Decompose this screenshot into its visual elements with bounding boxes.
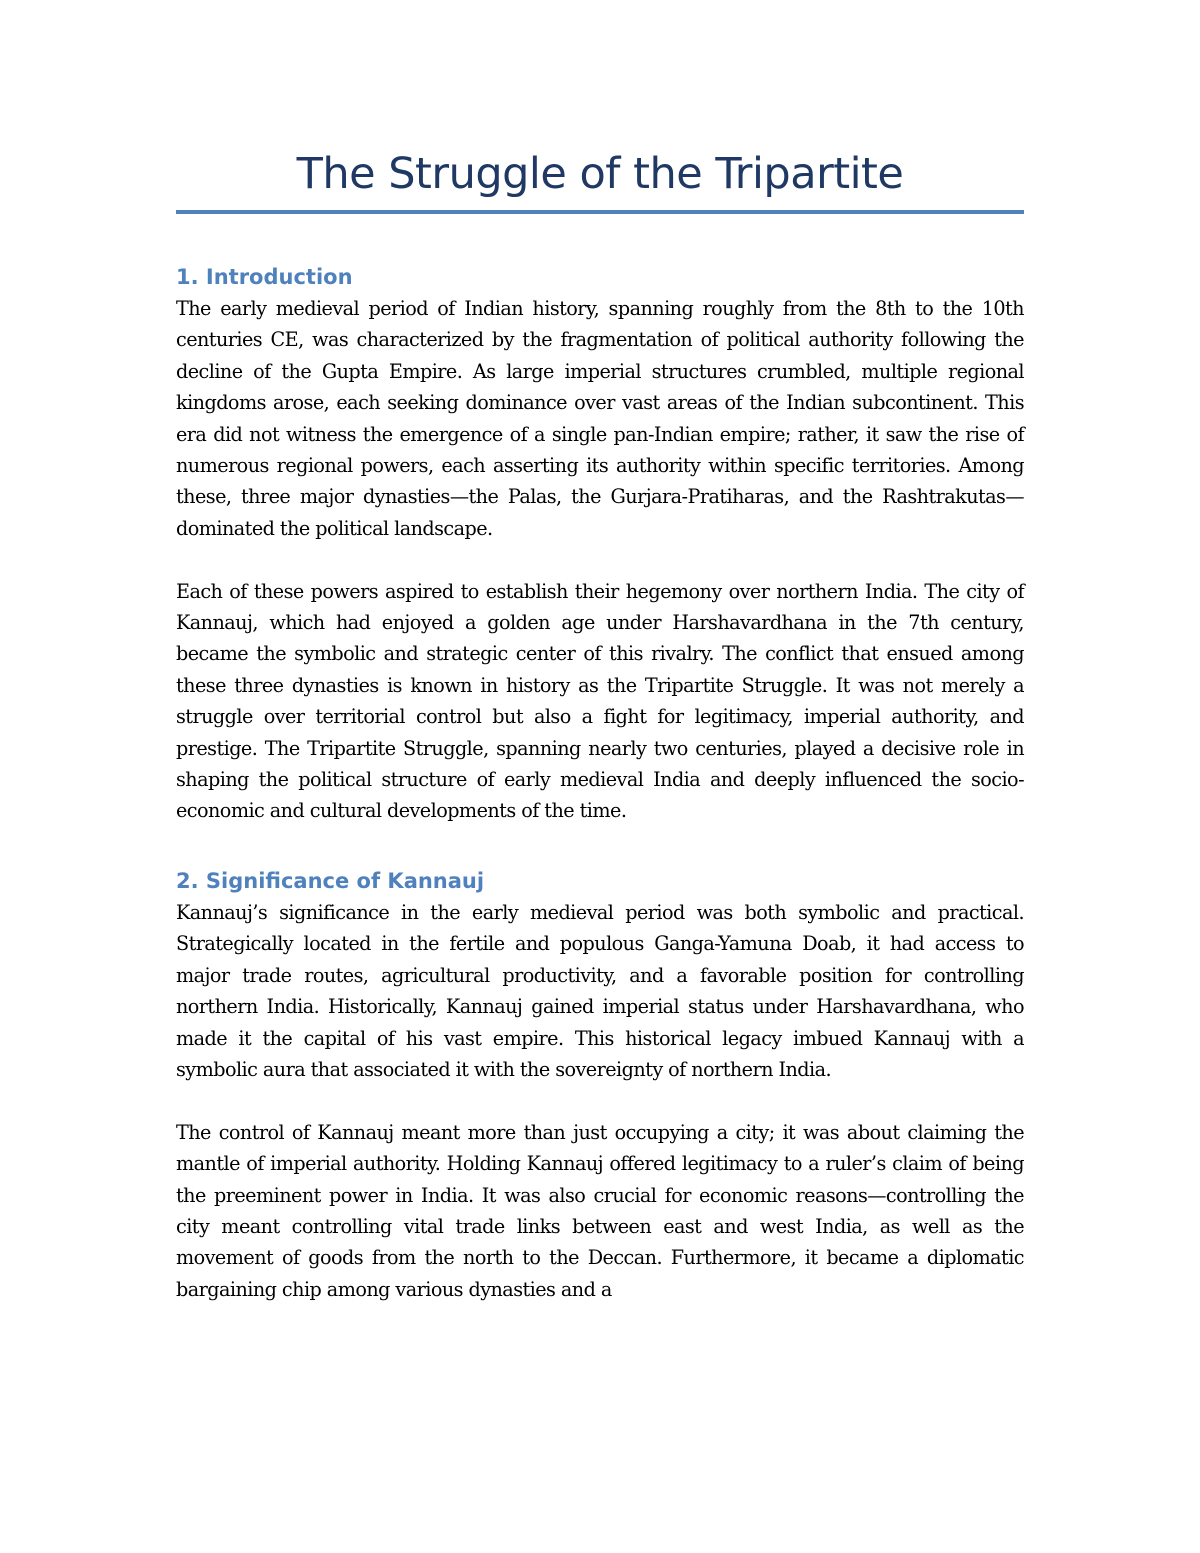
paragraph: The early medieval period of Indian history, spanning roughly from the 8th to the 10th centuries CE, was characterized by the fragmentation of political authority following the decline of the Gupta Empire. As large imperial structures crumbled, multiple regional kingdoms arose, each seeking dominance over vast areas of the Indian subcontinent. This era did not witness the emergence of a single pan-Indian empire; rather, it saw the rise of numerous regional powers, each asserting its authority within specific territories. Among these, three major dynasties—the Palas, the Gurjara-Pratiharas, and the Rashtrakutas—dominated the political landscape. — [176, 297, 1024, 540]
paragraph: Kannauj’s significance in the early medieval period was both symbolic and practical. Strategically located in the fertile and populous Ganga-Yamuna Doab, it had access to major trade routes, agricultural productivity, and a favorable position for controlling northern India. Historically, Kannauj gained imperial status under Harshavardhana, who made it the capital of his vast empire. This historical legacy imbued Kannauj with a symbolic aura that associated it with the sovereignty of northern India. — [176, 900, 1024, 1081]
title-underline — [176, 210, 1024, 214]
paragraph: Each of these powers aspired to establish their hegemony over northern India. The city of Kannauj, which had enjoyed a golden age under Harshavardhana in the 7th century, became the symbolic and strategic center of this rivalry. The conflict that ensued among these three dynasties is known in history as the Tripartite Struggle. It was not merely a struggle over territorial control but also a fight for legitimacy, imperial authority, and prestige. The Tripartite Struggle, spanning nearly two centuries, played a decisive role in shaping the political structure of early medieval India and deeply influenced the socio-economic and cultural developments of the time. — [176, 579, 1024, 823]
section-heading-significance-of-kannauj: 2. Significance of Kannauj — [176, 868, 485, 893]
document-body — [176, 143, 1024, 1305]
document-title: The Struggle of the Tripartite — [296, 149, 904, 199]
paragraph: The control of Kannauj meant more than just occupying a city; it was about claiming the mantle of imperial authority. Holding Kannauj offered legitimacy to a ruler’s claim of being the preeminent power in India. It was also crucial for economic reasons—controlling the city meant controlling vital trade links between east and west India, as well as the movement of goods from the north to the Deccan. Furthermore, it became a diplomatic bargaining chip among various dynasties and a — [176, 1120, 1024, 1301]
section-heading-introduction: 1. Introduction — [176, 265, 353, 289]
